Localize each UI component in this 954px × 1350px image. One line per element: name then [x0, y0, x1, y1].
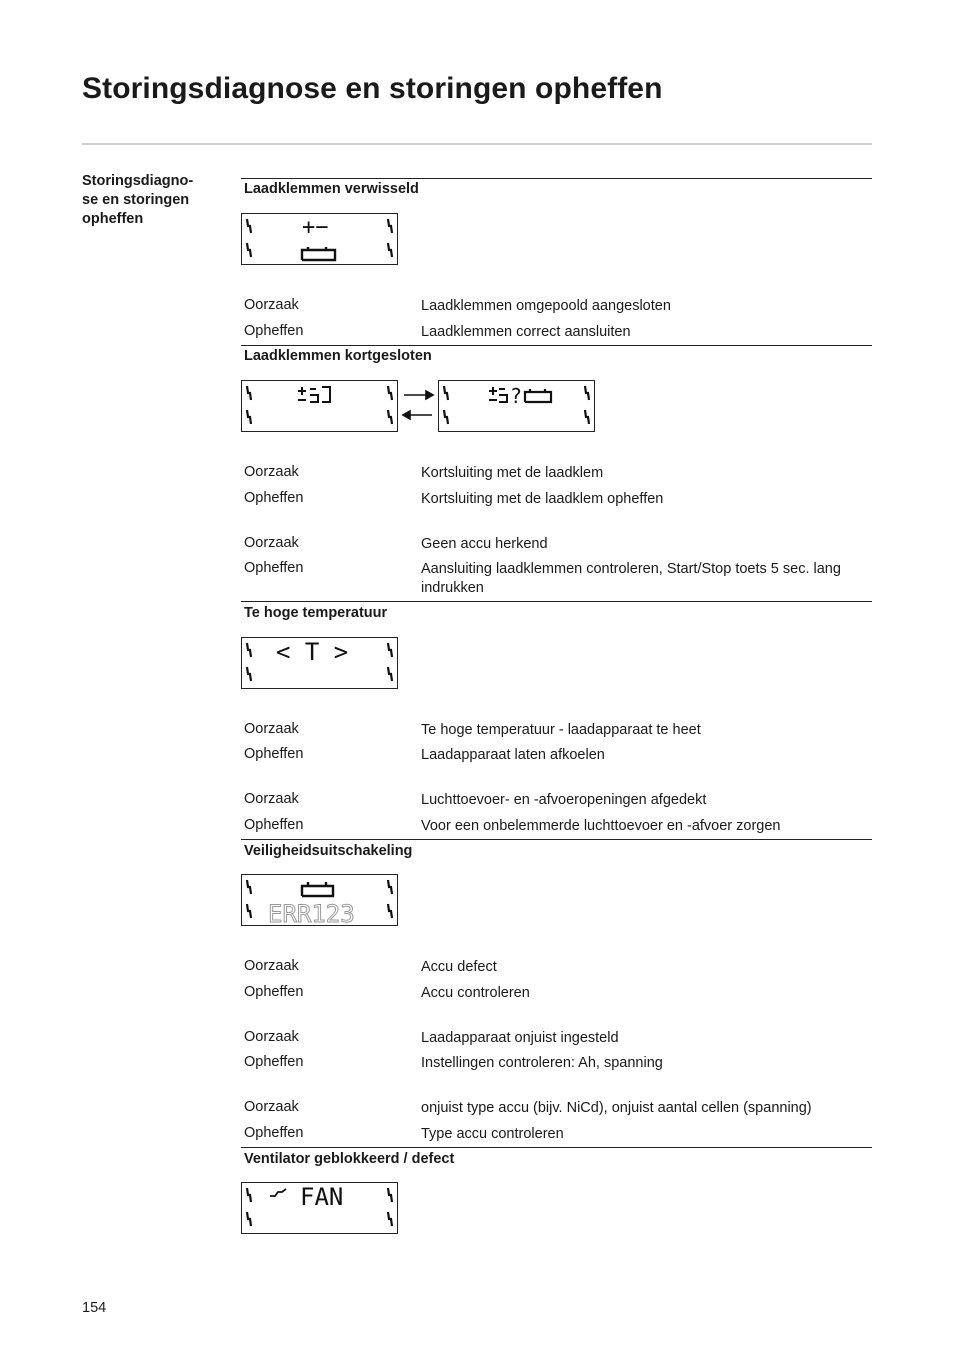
- cause-text: Geen accu herkend: [421, 536, 548, 552]
- cause-text: Laadklemmen omgepoold aangesloten: [421, 298, 671, 314]
- cause-label: Oorzaak: [244, 464, 299, 480]
- section-divider: [241, 178, 872, 179]
- short-circuit-icon: [489, 387, 507, 402]
- lcd-display-fan: [241, 1182, 398, 1234]
- section-title-laadklemmen-kortgesloten: Laadklemmen kortgesloten: [244, 348, 432, 364]
- lcd-display-no-battery: [438, 380, 595, 432]
- section-title-veiligheidsuitschakeling: Veiligheidsuitschakeling: [244, 843, 413, 859]
- section-title-laadklemmen-verwisseld: Laadklemmen verwisseld: [244, 181, 419, 197]
- lcd-display-short-circuit: [241, 380, 398, 432]
- battery-icon: [302, 882, 333, 896]
- section-title-te-hoge-temperatuur: Te hoge temperatuur: [244, 605, 388, 621]
- short-circuit-icon: [298, 387, 330, 402]
- section-divider: [241, 839, 872, 840]
- remedy-text: Laadklemmen correct aansluiten: [421, 324, 631, 340]
- remedy-text: Type accu controleren: [421, 1126, 564, 1142]
- cause-text: Te hoge temperatuur - laadapparaat te heet: [421, 722, 701, 738]
- remedy-text: Instellingen controleren: Ah, spanning: [421, 1055, 663, 1071]
- section-divider: [241, 345, 872, 346]
- error-code-text: ERR123: [268, 900, 355, 925]
- lcd-display-temperature: [241, 637, 398, 689]
- remedy-label: Opheffen: [244, 323, 304, 339]
- cycle-arrows: [400, 388, 436, 429]
- lcd-row1-text: FAN: [300, 1183, 344, 1211]
- remedy-label: Opheffen: [244, 1125, 304, 1141]
- battery-icon: [525, 389, 551, 402]
- cause-text: Laadapparaat onjuist ingesteld: [421, 1030, 619, 1046]
- title-divider: [82, 143, 872, 145]
- remedy-label: Opheffen: [244, 746, 304, 762]
- lcd-display-reversed-clamps: [241, 213, 398, 265]
- remedy-label: Opheffen: [244, 817, 304, 833]
- page-number: 154: [82, 1300, 107, 1316]
- cause-label: Oorzaak: [244, 721, 299, 737]
- remedy-text: Aansluiting laadklemmen controleren, Start/Stop toets 5 sec. lang indrukken: [421, 561, 841, 596]
- cause-label: Oorzaak: [244, 535, 299, 551]
- lcd-row1-text: < T >: [276, 638, 349, 666]
- cause-text: Kortsluiting met de laadklem: [421, 465, 604, 481]
- cause-text: Luchttoevoer- en -afvoeropeningen afgedekt: [421, 792, 707, 808]
- remedy-label: Opheffen: [244, 984, 304, 1000]
- cause-text: Accu defect: [421, 959, 497, 975]
- side-heading: Storingsdiagno- se en storingen opheffen: [82, 173, 194, 227]
- cause-label: Oorzaak: [244, 1099, 299, 1115]
- remedy-label: Opheffen: [244, 560, 304, 576]
- lcd-display-error: [241, 874, 398, 926]
- fan-curve-icon: [270, 1189, 286, 1196]
- question-mark: ?: [510, 384, 523, 408]
- lcd-row1-text: +−: [302, 215, 329, 240]
- cause-text: onjuist type accu (bijv. NiCd), onjuist aantal cellen (spanning): [421, 1100, 812, 1116]
- section-divider: [241, 601, 872, 602]
- remedy-text: Accu controleren: [421, 985, 530, 1001]
- section-divider: [241, 1147, 872, 1148]
- page-title: Storingsdiagnose en storingen opheffen: [82, 72, 663, 105]
- section-title-ventilator: Ventilator geblokkeerd / defect: [244, 1151, 455, 1167]
- cause-label: Oorzaak: [244, 791, 299, 807]
- remedy-text: Voor een onbelemmerde luchttoevoer en -afvoer zorgen: [421, 818, 781, 834]
- remedy-text: Laadapparaat laten afkoelen: [421, 747, 605, 763]
- remedy-text: Kortsluiting met de laadklem opheffen: [421, 491, 664, 507]
- cause-label: Oorzaak: [244, 1029, 299, 1045]
- cause-label: Oorzaak: [244, 958, 299, 974]
- battery-icon: [302, 247, 335, 260]
- remedy-label: Opheffen: [244, 490, 304, 506]
- cause-label: Oorzaak: [244, 297, 299, 313]
- remedy-label: Opheffen: [244, 1054, 304, 1070]
